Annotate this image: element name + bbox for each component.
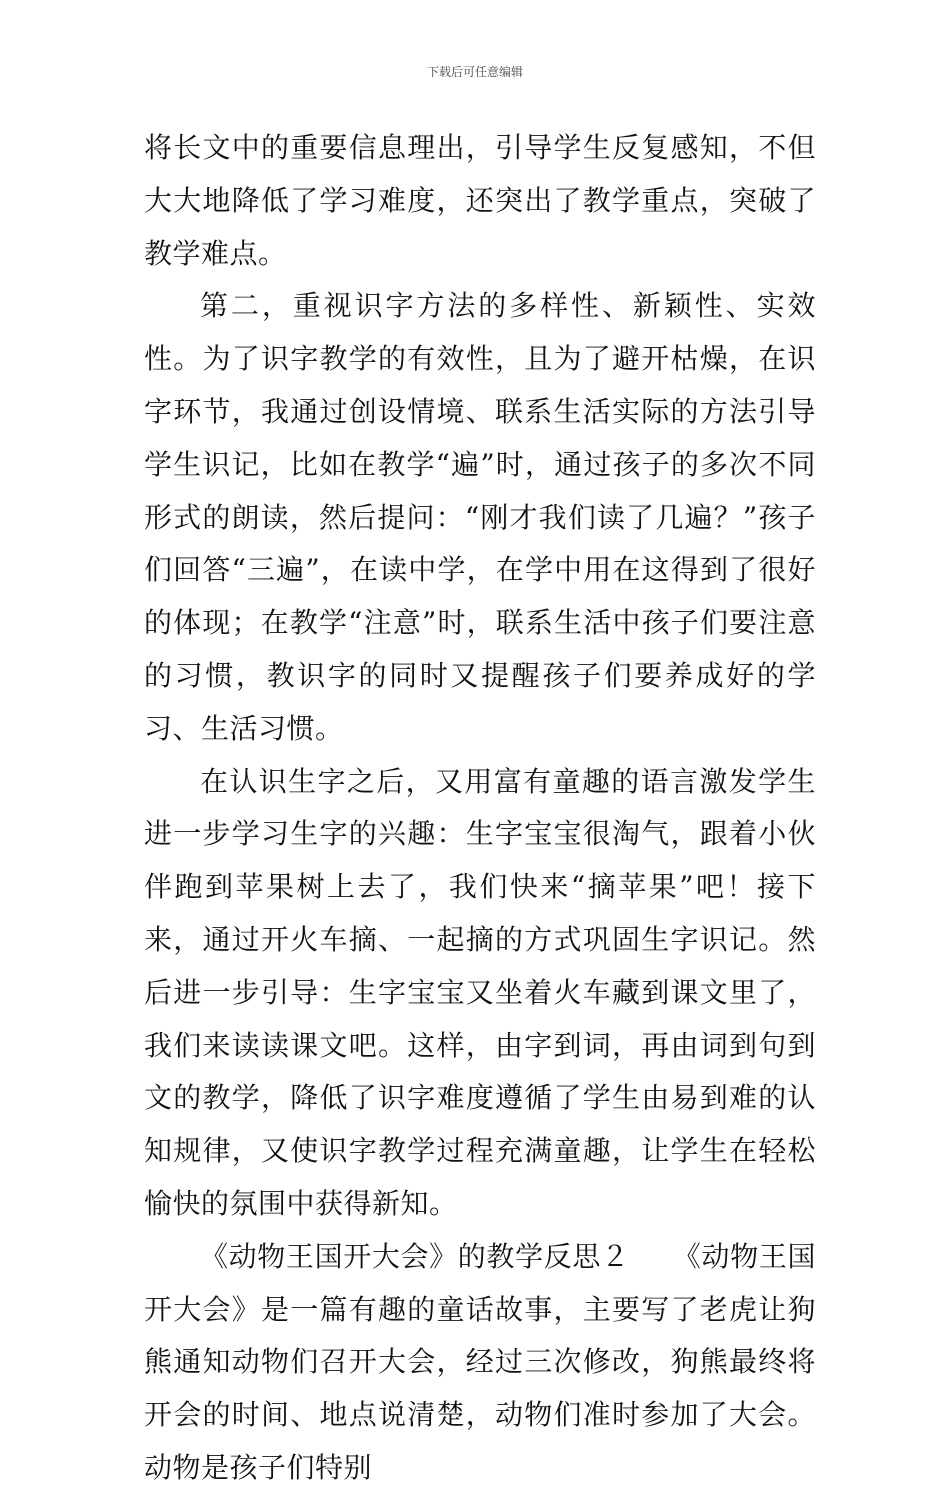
- paragraph-2: 第二，重视识字方法的多样性、新颖性、实效性。为了识字教学的有效性，且为了避开枯燥，在识字环节，我通过创设情境、联系生活实际的方法引导学生识记，比如在教学“遍”时，通过孩子的多次不同形式的朗读，然后提问：“刚才我们读了几遍？”孩子们回答“三遍”，在读中学，在学中用在这得到了很好的体现；在教学“注意”时，联系生活中孩子们要注意的习惯，教识字的同时又提醒孩子们要养成好的学习、生活习惯。: [144, 289, 816, 745]
- document-body: [144, 122, 816, 1495]
- paragraph-4: 《动物王国开大会》的教学反思２ 《动物王国开大会》是一篇有趣的童话故事，主要写了老虎让狗熊通知动物们召开大会，经过三次修改，狗熊最终将开会的时间、地点说清楚，动物们准时参加了大会。动物是孩子们特别: [144, 1239, 816, 1484]
- paragraph-3: 在认识生字之后，又用富有童趣的语言激发学生进一步学习生字的兴趣：生字宝宝很淘气，跟着小伙伴跑到苹果树上去了，我们快来“摘苹果”吧！接下来，通过开火车摘、一起摘的方式巩固生字识记。然后进一步引导：生字宝宝又坐着火车藏到课文里了，我们来读读课文吧。这样，由字到词，再由词到句到文的教学，降低了识字难度遵循了学生由易到难的认知规律，又使识字教学过程充满童趣，让学生在轻松愉快的氛围中获得新知。: [144, 764, 816, 1220]
- page-header: 下载后可任意编辑: [426, 65, 523, 79]
- paragraph-1: 将长文中的重要信息理出，引导学生反复感知，不但大大地降低了学习难度，还突出了教学重点，突破了教学难点。: [144, 131, 816, 270]
